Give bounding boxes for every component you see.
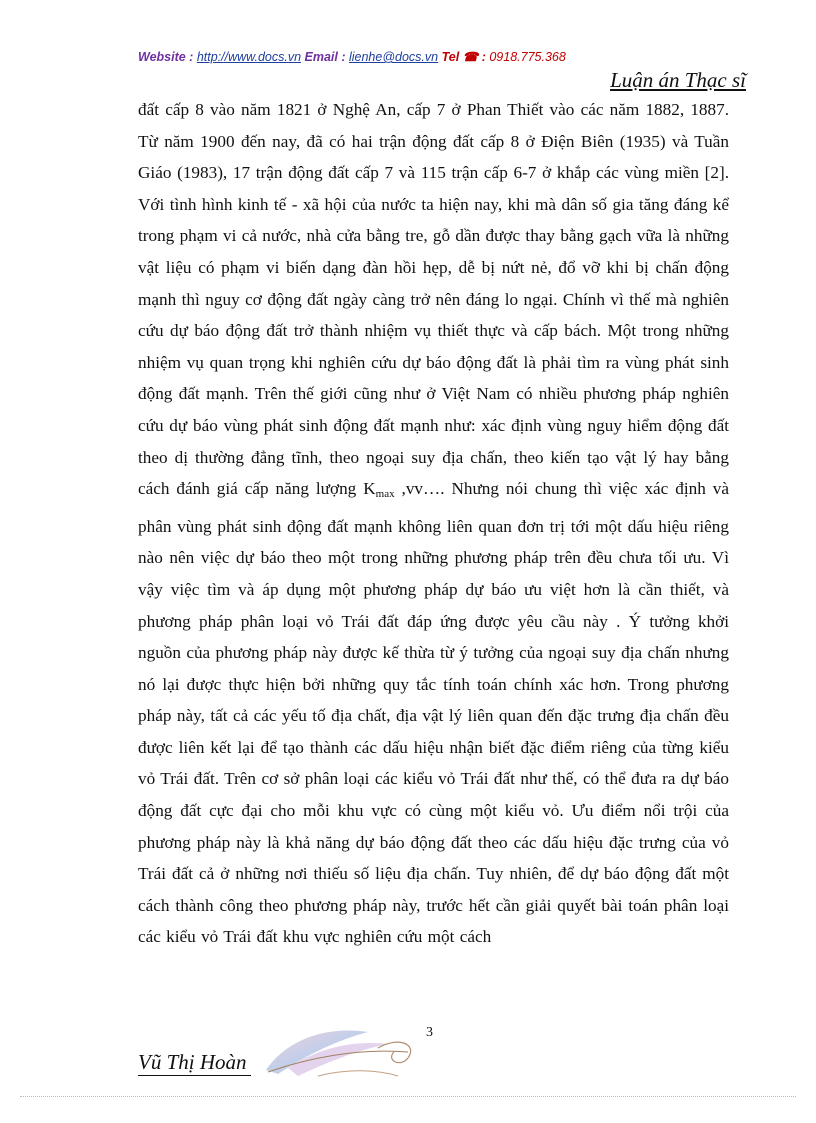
feather-ornament-icon (258, 1018, 428, 1082)
email-link[interactable]: lienhe@docs.vn (348, 50, 439, 64)
running-title: Luận án Thạc sĩ (610, 68, 746, 92)
website-link[interactable]: http://www.docs.vn (196, 50, 302, 64)
page-header (138, 49, 748, 64)
k-max-subscript: max (375, 488, 395, 501)
email-label: Email : (301, 50, 349, 64)
author-name: Vũ Thị Hoàn (138, 1050, 251, 1076)
paragraph-text-part2: ,vv…. Nhưng nói chung thì việc xác định và phân vùng phát sinh động đất mạnh không liên quan đơn trị tới một dấu hiệu riêng nào nên việc dự báo theo một trong những phương pháp trên đều chưa tối ưu. Vì vậy việc tìm và áp dụng một phương pháp dự báo ưu việt hơn là cần thiết, và phương pháp phân loại vỏ Trái đất đáp ứng được yêu cầu này . Ý tưởng khởi nguồn của phương pháp này được kế thừa từ ý tưởng của ngoại suy địa chấn nhưng nó lại được thực hiện bởi những quy tắc tính toán chính xác hơn. Trong phương pháp này, tất cả các yếu tố địa chất, địa vật lý liên quan đến đặc trưng địa chấn đều được liên kết lại để tạo thành các dấu hiệu nhận biết đặc điểm riêng của từng kiểu vỏ Trái đất. Trên cơ sở phân loại các kiểu vỏ Trái đất như thế, có thể đưa ra dự báo động đất cực đại cho mỗi khu vực có cùng một kiểu vỏ. Ưu điểm nổi trội của phương pháp này là khả năng dự báo động đất theo các dấu hiệu đặc trưng của vỏ Trái đất cả ở những nơi thiếu số liệu địa chấn. Tuy nhiên, để dự báo động đất một cách thành công theo phương pháp này, trước hết cần giải quyết bài toán phân loại các kiểu vỏ Trái đất khu vực nghiên cứu một cách (138, 479, 729, 947)
website-label: Website : (138, 50, 197, 64)
page-number: 3 (426, 1025, 433, 1040)
telephone-number: 0918.775.368 (489, 50, 566, 64)
body-paragraph (138, 94, 729, 953)
paragraph-text-part1: đất cấp 8 vào năm 1821 ở Nghệ An, cấp 7 ở Phan Thiết vào các năm 1882, 1887. Từ năm 1900 đến nay, đã có hai trận động đất cấp 8 ở Điện Biên (1935) và Tuần Giáo (1983), 17 trận động đất cấp 7 và 115 trận cấp 6-7 ở khắp các vùng miền [2]. Với tình hình kinh tế - xã hội của nước ta hiện nay, khi mà dân số gia tăng đáng kể trong phạm vi cả nước, nhà cửa bằng tre, gỗ dần được thay bằng gạch vữa là những vật liệu có phạm vi biến dạng đàn hồi hẹp, dễ bị nứt nẻ, đổ vỡ khi bị chấn động mạnh thì nguy cơ động đất ngày càng trở nên đáng lo ngại. Chính vì thế mà nghiên cứu dự báo động đất trở thành nhiệm vụ thiết thực và cấp bách. Một trong những nhiệm vụ quan trọng khi nghiên cứu dự báo động đất là phải tìm ra vùng phát sinh động đất mạnh. Trên thế giới cũng như ở Việt Nam có nhiều phương pháp nghiên cứu dự báo vùng phát sinh động đất mạnh như: xác định vùng nguy hiểm động đất theo dị thường đẳng tĩnh, theo ngoại suy địa chấn, theo kiến tạo vật lý hay bằng cách đánh giá cấp năng lượng K (138, 100, 729, 499)
page-bottom-divider (20, 1096, 796, 1097)
telephone-icon: Tel ☎ : (438, 50, 490, 64)
